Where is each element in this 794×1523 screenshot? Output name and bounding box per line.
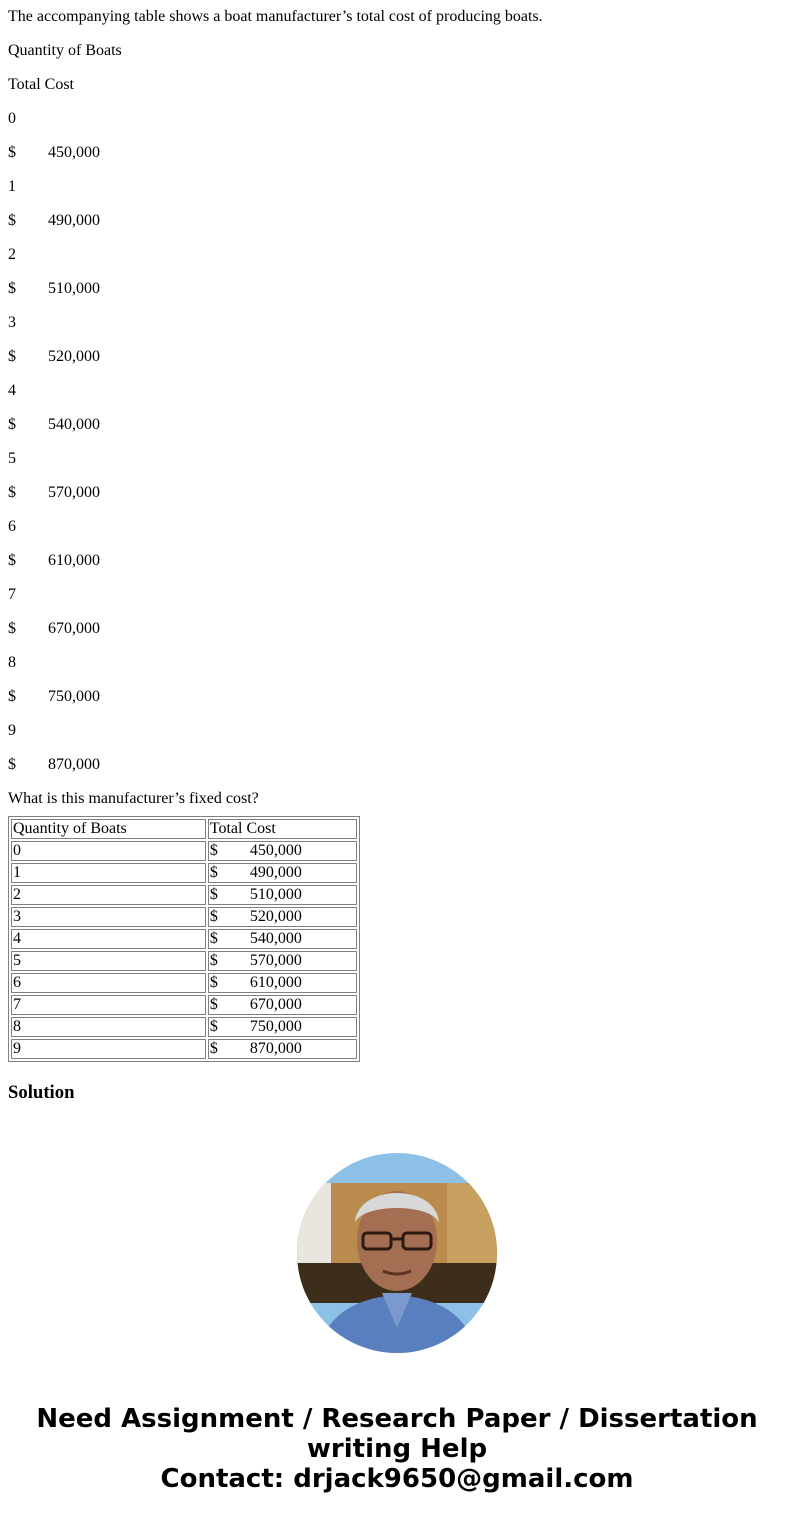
listing-cost: [8, 280, 786, 298]
currency-symbol: $: [8, 280, 16, 297]
currency-symbol: $: [8, 144, 16, 161]
currency-symbol: $: [8, 484, 16, 501]
table-row: [11, 951, 357, 971]
table-cell-cost: [208, 885, 357, 905]
document-body: [8, 0, 786, 1104]
footer-line-1: Need Assignment / Research Paper / Dissertation: [36, 1404, 758, 1434]
listing-quantity: 1: [8, 178, 16, 195]
author-photo: [297, 1153, 497, 1353]
currency-symbol: $: [8, 688, 16, 705]
avatar-portrait-icon: [297, 1153, 497, 1353]
cost-value: 540,000: [249, 930, 302, 947]
listing-quantity: 5: [8, 450, 16, 467]
listing-cost: [8, 620, 786, 638]
listing-cost: [8, 688, 786, 706]
table-row: [11, 995, 357, 1015]
cost-value: 570,000: [249, 952, 302, 969]
currency-symbol: $: [209, 864, 218, 881]
currency-symbol: $: [209, 952, 218, 969]
currency-symbol: $: [209, 1040, 218, 1057]
table-row: [11, 841, 357, 861]
table-row: [11, 929, 357, 949]
table-row: [11, 973, 357, 993]
cost-value: 870,000: [48, 756, 100, 773]
listing-cost: [8, 348, 786, 366]
currency-symbol: $: [209, 886, 218, 903]
cost-value: 610,000: [48, 552, 100, 569]
currency-symbol: $: [209, 930, 218, 947]
listing-quantity: 0: [8, 110, 16, 127]
cost-value: 750,000: [48, 688, 100, 705]
currency-symbol: $: [209, 1018, 218, 1035]
listing-quantity: 7: [8, 586, 16, 603]
table-cell-cost: [208, 951, 357, 971]
listing-cost: [8, 552, 786, 570]
currency-symbol: $: [8, 416, 16, 433]
cost-value: 870,000: [249, 1040, 302, 1057]
table-cell-quantity: 0: [11, 841, 206, 861]
table-cell-quantity: 6: [11, 973, 206, 993]
listing-cost: [8, 756, 786, 774]
table-row: [11, 907, 357, 927]
currency-symbol: $: [209, 974, 218, 991]
cost-value: 510,000: [48, 280, 100, 297]
intro-text: The accompanying table shows a boat manufacturer’s total cost of producing boats.: [8, 8, 543, 25]
table-cell-quantity: 7: [11, 995, 206, 1015]
currency-symbol: $: [8, 348, 16, 365]
table-cell-cost: [208, 1017, 357, 1037]
table-cell-quantity: 8: [11, 1017, 206, 1037]
currency-symbol: $: [8, 212, 16, 229]
cost-value: 520,000: [48, 348, 100, 365]
listing-header-quantity: Quantity of Boats: [8, 42, 122, 59]
listing-cost: [8, 484, 786, 502]
table-row: [11, 1017, 357, 1037]
cost-value: 450,000: [249, 842, 302, 859]
footer-line-3: Contact: drjack9650@gmail.com: [160, 1464, 634, 1494]
table-row: [11, 885, 357, 905]
cost-value: 750,000: [249, 1018, 302, 1035]
listing-cost: [8, 212, 786, 230]
cost-table: [8, 816, 360, 1062]
cost-value: 670,000: [249, 996, 302, 1013]
currency-symbol: $: [8, 552, 16, 569]
listing-cost: [8, 144, 786, 162]
cost-value: 490,000: [249, 864, 302, 881]
table-row: [11, 863, 357, 883]
currency-symbol: $: [209, 842, 218, 859]
cost-value: 610,000: [249, 974, 302, 991]
table-cell-cost: [208, 995, 357, 1015]
listing-quantity: 3: [8, 314, 16, 331]
table-row: [11, 1039, 357, 1059]
footer-line-2: writing Help: [306, 1434, 488, 1464]
cost-value: 570,000: [48, 484, 100, 501]
table-cell-cost: [208, 907, 357, 927]
currency-symbol: $: [8, 620, 16, 637]
listing-quantity: 9: [8, 722, 16, 739]
table-cell-quantity: 4: [11, 929, 206, 949]
table-cell-cost: [208, 863, 357, 883]
listing-cost: [8, 416, 786, 434]
solution-heading: Solution: [8, 1082, 75, 1103]
listing-quantity: 2: [8, 246, 16, 263]
currency-symbol: $: [8, 756, 16, 773]
table-cell-quantity: 9: [11, 1039, 206, 1059]
currency-symbol: $: [209, 996, 218, 1013]
table-cell-quantity: 2: [11, 885, 206, 905]
cost-value: 540,000: [48, 416, 100, 433]
cost-value: 520,000: [249, 908, 302, 925]
listing-header-total-cost: Total Cost: [8, 76, 74, 93]
cost-value: 490,000: [48, 212, 100, 229]
table-header-total-cost: Total Cost: [208, 819, 357, 839]
table-header-row: [11, 819, 357, 839]
cost-value: 510,000: [249, 886, 302, 903]
table-cell-cost: [208, 841, 357, 861]
cost-value: 450,000: [48, 144, 100, 161]
listing-quantity: 8: [8, 654, 16, 671]
question-prompt: What is this manufacturer’s fixed cost?: [8, 790, 259, 807]
footer-advert: [0, 1404, 794, 1494]
table-cell-quantity: 5: [11, 951, 206, 971]
cost-value: 670,000: [48, 620, 100, 637]
plain-table-listing: [8, 42, 786, 774]
table-cell-quantity: 1: [11, 863, 206, 883]
currency-symbol: $: [209, 908, 218, 925]
table-cell-cost: [208, 929, 357, 949]
table-header-quantity: Quantity of Boats: [11, 819, 206, 839]
table-cell-quantity: 3: [11, 907, 206, 927]
table-cell-cost: [208, 1039, 357, 1059]
table-cell-cost: [208, 973, 357, 993]
listing-quantity: 6: [8, 518, 16, 535]
listing-quantity: 4: [8, 382, 16, 399]
